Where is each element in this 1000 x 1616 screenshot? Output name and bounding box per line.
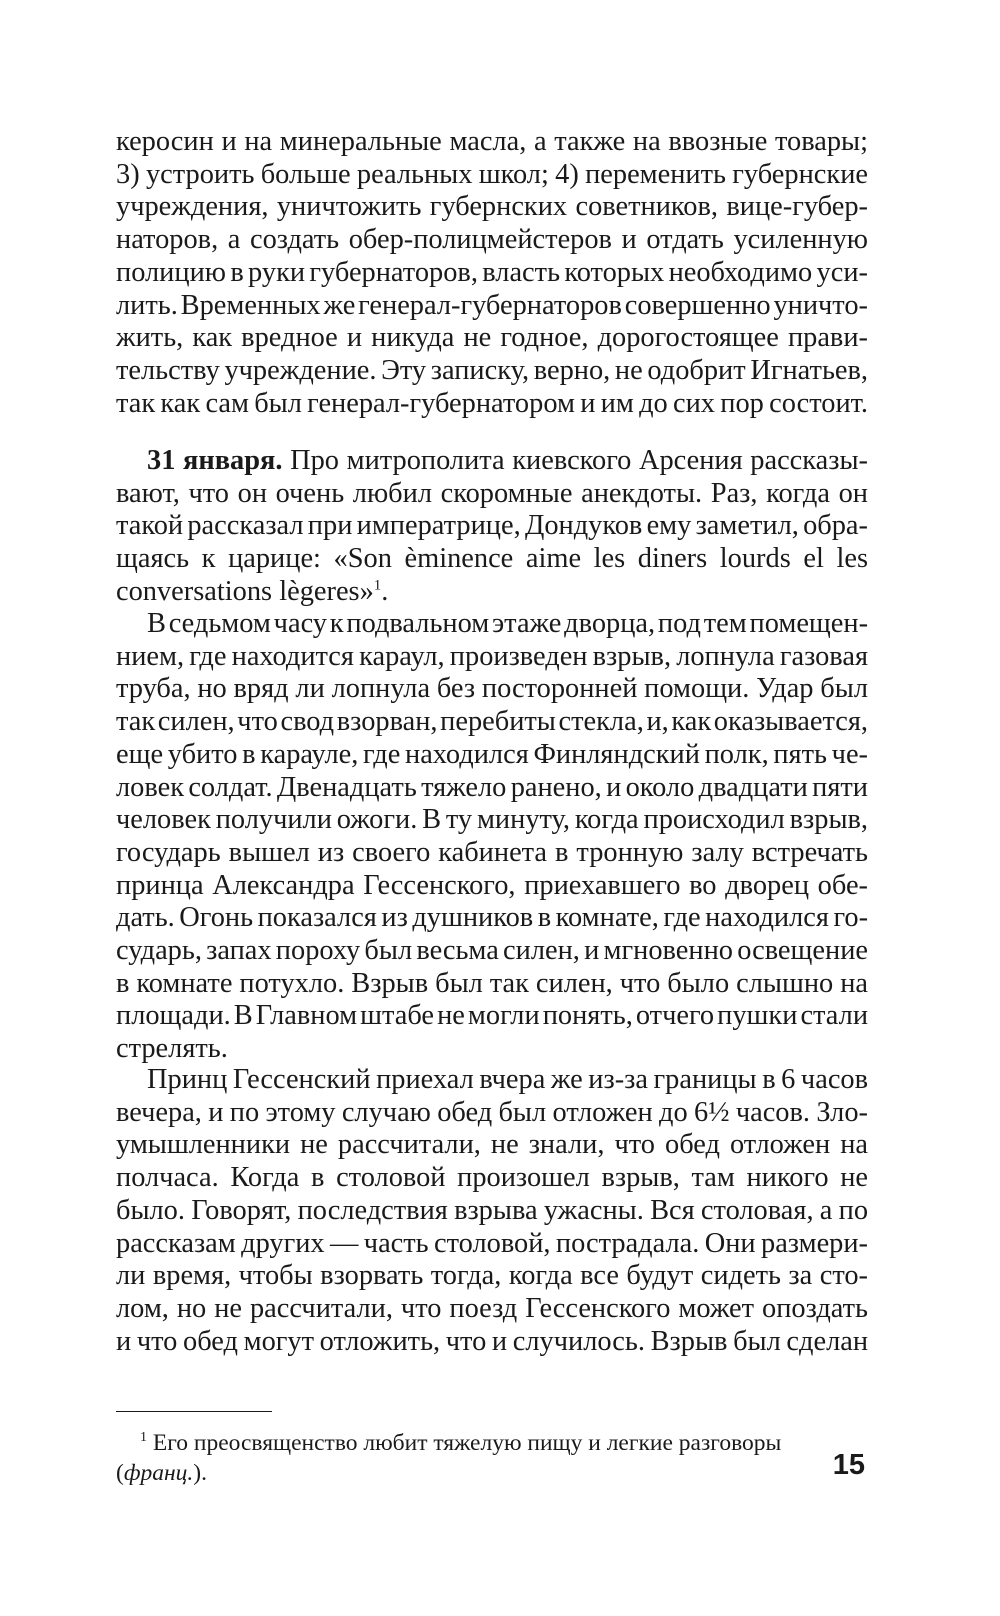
text-line: и что обед могут отложить, что и случилось. Взрыв был сделан — [116, 1325, 869, 1357]
text-line: принца Александра Гессенского, приехавшего во дворец обе- — [116, 869, 868, 901]
paragraph-4 — [116, 1064, 868, 1358]
footnote — [116, 1428, 816, 1488]
text-line: площади. В Главном штабе не могли понять, отчего пушки стали — [116, 1000, 869, 1032]
entry-date: 31 января. — [147, 445, 283, 476]
footnote-line — [116, 1458, 816, 1488]
footnote-text: Его преосвященство любит тяжелую пищу и легкие разговоры — [147, 1430, 782, 1456]
text-line: полицию в руки губернаторов, власть которых необходимо уси- — [116, 256, 868, 288]
text-line: ловек солдат. Двенадцать тяжело ранено, и около двадцати пяти — [116, 771, 868, 803]
text-fragment: . — [381, 575, 389, 607]
text-line: полчаса. Когда в столовой произошел взрыв, там никого не — [116, 1162, 868, 1194]
text-line: нием, где находится караул, произведен взрыв, лопнула газовая — [116, 640, 868, 672]
text-line: наторов, а создать обер-полицмейстеров и отдать усиленную — [116, 224, 868, 256]
text-line: сударь, запах пороху был весьма силен, и мгновенно освещение — [116, 935, 868, 967]
text-line: в комнате потухло. Взрыв был так силен, что было слышно на — [116, 967, 869, 999]
text-line: умышленники не рассчитали, не знали, что обед отложен на — [116, 1129, 868, 1161]
text-line: еще убито в карауле, где находился Финляндский полк, пять че- — [116, 738, 868, 770]
text-line — [116, 445, 868, 478]
text-line: рассказам других — часть столовой, пострадала. Они размери- — [116, 1227, 869, 1259]
footnote-line — [116, 1428, 816, 1458]
paragraph-1 — [116, 126, 868, 420]
text-line: керосин и на минеральные масла, а также на ввозные товары; — [116, 126, 868, 157]
text-line: ли время, чтобы взорвать тогда, когда все будут сидеть за сто- — [116, 1260, 868, 1292]
text-line: Принц Гессенский приехал вчера же из-за границы в 6 часов — [147, 1064, 869, 1095]
text-line: щаясь к царице: «Son èminence aime les diners lourds el les — [116, 543, 868, 575]
text-line: жить, как вредное и никуда не годное, дорогостоящее прави- — [116, 322, 868, 354]
text-line: было. Говорят, последствия взрыва ужасны. Вся столовая, а по — [116, 1194, 869, 1226]
paragraph-3 — [116, 608, 868, 1066]
text-line — [116, 576, 868, 609]
paragraph-2 — [116, 445, 868, 609]
text-line: В седьмом часу к подвальном этаже дворца, под тем помещен- — [147, 608, 869, 639]
text-line: 3) устроить больше реальных школ; 4) переменить губернские — [116, 158, 868, 190]
text-line: такой рассказал при императрице, Дондуков ему заметил, обра- — [116, 510, 868, 542]
footnote-text: ( — [116, 1460, 124, 1486]
text-line: вают, что он очень любил скоромные анекдоты. Раз, когда он — [116, 477, 868, 509]
page-number: 15 — [832, 1449, 865, 1481]
text-line: вечера, и по этому случаю обед был отложен до 6½ часов. Зло- — [116, 1096, 868, 1128]
text-line: стрелять. — [116, 1033, 228, 1065]
text-line: человек получили ожоги. В ту минуту, когда происходил взрыв, — [116, 804, 869, 836]
text-line: лом, но не рассчитали, что поезд Гессенского может опоздать — [116, 1292, 868, 1324]
text-line: государь вышел из своего кабинета в тронную залу встречать — [116, 836, 868, 868]
text-line: так силен, что свод взорван, перебиты стекла, и, как оказывается, — [116, 706, 868, 738]
text-line: учреждения, уничтожить губернских советников, вице-губер- — [116, 191, 868, 223]
text-line: лить. Временных же генерал-губернаторов совершенно уничто- — [116, 289, 868, 321]
footnote-reference: 1 — [373, 577, 382, 594]
text-line: дать. Огонь показался из душников в комнате, где находился го- — [116, 902, 869, 934]
text-line: тельству учреждение. Эту записку, верно, не одобрит Игнатьев, — [116, 354, 869, 386]
footnote-text: ). — [193, 1460, 207, 1486]
footnote-separator — [116, 1411, 272, 1412]
text-line: труба, но вряд ли лопнула без посторонней помощи. Удар был — [116, 673, 868, 705]
text-line: так как сам был генерал-губернатором и им до сих пор состоит. — [116, 387, 869, 419]
footnote-marker: 1 — [140, 1430, 147, 1446]
footnote-language: франц. — [123, 1460, 194, 1486]
text-fragment: Про митрополита киевского Арсения рассказы- — [282, 445, 868, 476]
text-fragment: conversations lègeres» — [116, 575, 374, 607]
